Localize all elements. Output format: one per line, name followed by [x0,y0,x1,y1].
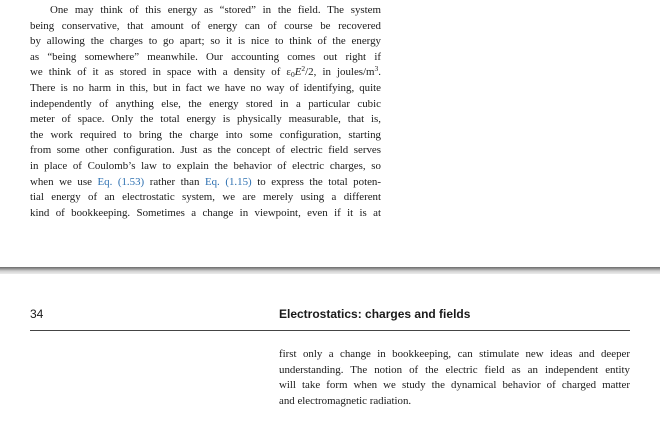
superscript: 2 [301,64,306,74]
text-segment: when we use [30,175,98,188]
header-rule [30,330,630,331]
subscript: 0 [291,70,295,80]
page-number: 34 [30,307,44,321]
text-line: meter of space. Only the total energy is physically measurable, that is, [30,113,381,126]
text-line: will take form when we study the dynamical behavior of charged matter [279,379,630,392]
text-line: independently of anything else, the energy stored in a particular cubic [30,97,381,110]
text-line: understanding. The notion of the electric field as an independent entity [279,363,630,376]
text-line: and electromagnetic radiation. [279,394,412,407]
top-paragraph [30,3,381,221]
equation-link-1-53[interactable]: Eq. (1.53) [97,175,145,188]
text-segment: /2, in joules/m [305,66,375,79]
running-head: Electrostatics: charges and fields [279,307,471,321]
text-line: from some other configuration. Just as the concept of electric field serves [30,144,381,157]
text-segment: . [378,66,382,79]
text-line: by allowing the charges to go apart; so it is nice to think of the energy [30,35,381,48]
text-line: being conservative, that amount of energy can of course be recovered [30,19,381,32]
text-segment: we think of it as stored in space with a density of ε [30,66,291,79]
math-symbol-e: E [294,66,302,79]
text-line: as “being somewhere” meanwhile. Our accounting comes out right if [30,50,381,63]
superscript: 3 [374,64,379,74]
text-segment: to express the total poten- [251,175,382,188]
text-line: the work required to bring the charge into some configuration, starting [30,128,381,141]
text-line: first only a change in bookkeeping, can stimulate new ideas and deeper [279,348,630,360]
text-line: tial energy of an electrostatic system, we are merely using a different [30,191,381,204]
page-separator [0,267,660,274]
text-line: One may think of this energy as “stored” in the field. The system [50,4,381,16]
text-line-energy-density [30,65,381,81]
text-line: in place of Coulomb’s law to explain the behavior of electric charges, so [30,159,381,172]
text-segment: rather than [144,175,205,188]
text-line: There is no harm in this, but in fact we have no way of identifying, quite [30,81,381,94]
page-bottom [0,274,660,421]
bottom-paragraph [279,347,630,409]
text-line: kind of bookkeeping. Sometimes a change in viewpoint, even if it is at [30,206,381,219]
text-line-equation-refs [30,175,381,191]
equation-link-1-15[interactable]: Eq. (1.15) [204,175,252,188]
